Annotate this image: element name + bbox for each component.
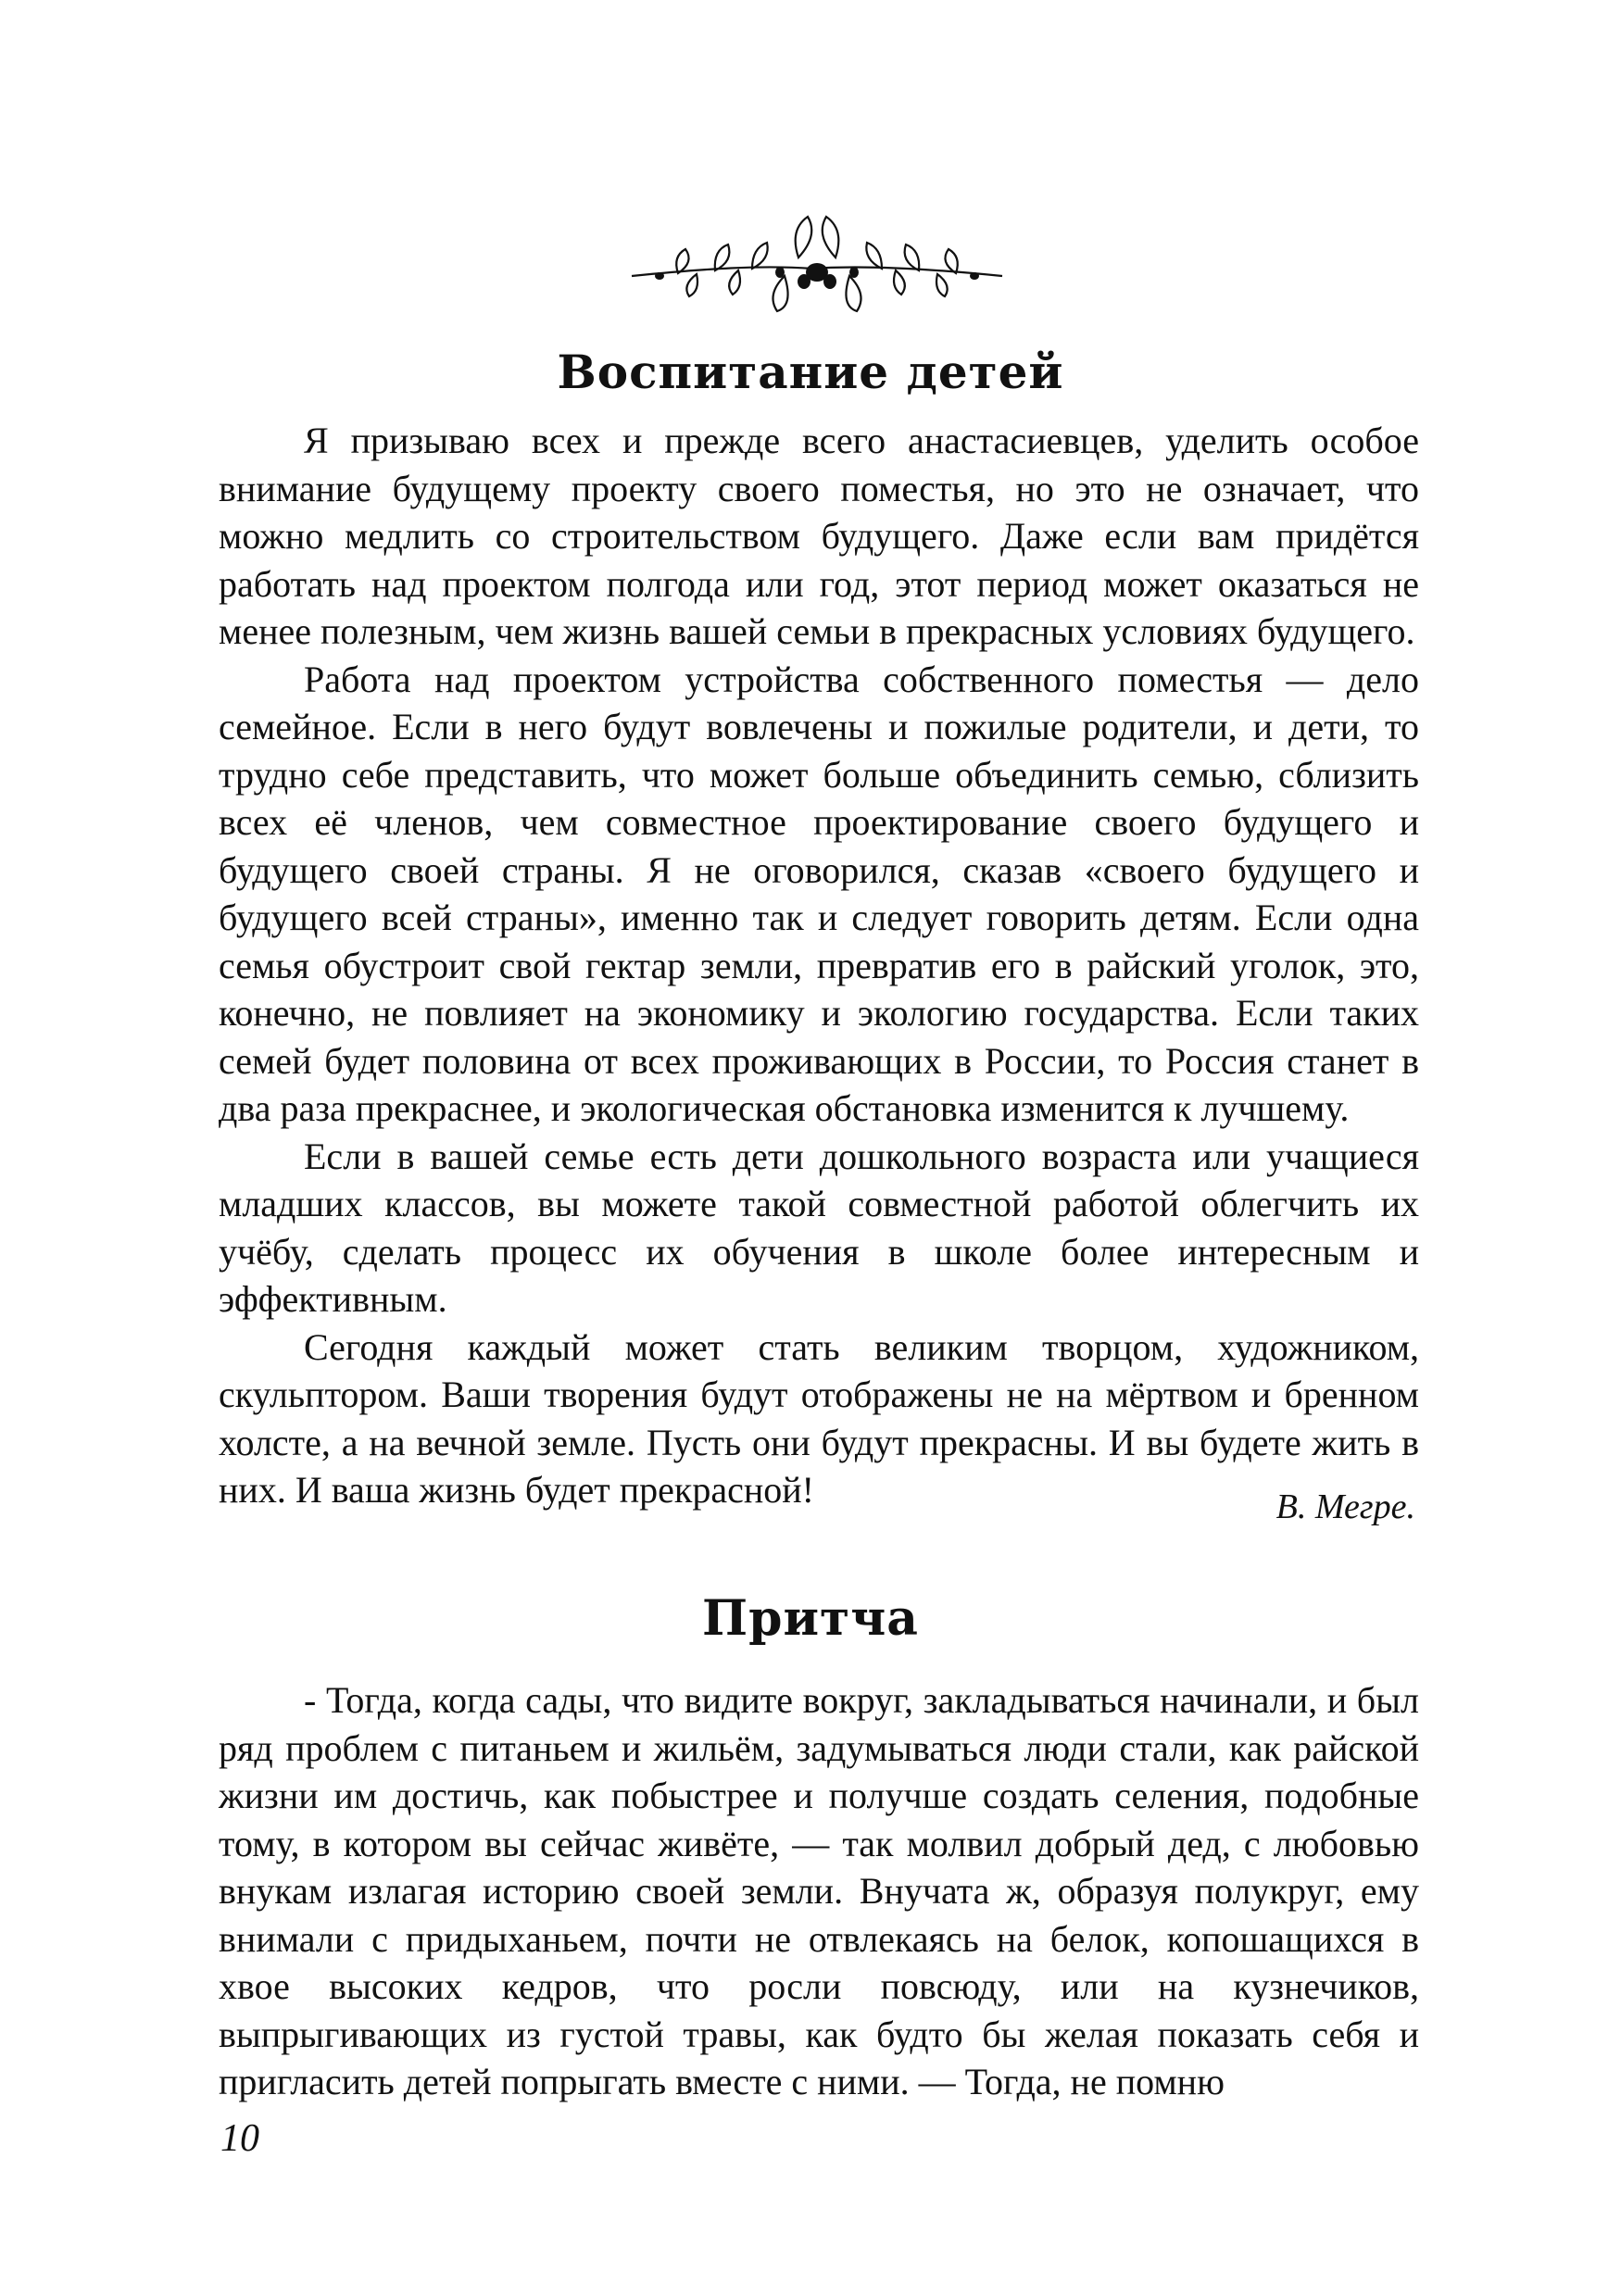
section-title: Притча	[701, 1590, 919, 1647]
paragraph: Я призываю всех и прежде всего анастасиевцев, уделить особое внимание будущему проекту своего поместья, но это не означает, что можно медлить со строительством будущего. Даже если вам придётся работать над проектом полгода или год, этот период может оказаться не менее полезным, чем жизнь вашей семьи в прекрасных условиях будущего.	[219, 420, 1419, 652]
paragraph: Работа над проектом устройства собственного поместья — дело семейное. Если в него будут вовлечены и пожилые родители, и дети, то трудно себе представить, что может больше объединить семью, сблизить всех её членов, чем совместное проектирование своего будущего и будущего своей страны. Я не оговорился, сказав «своего будущего и будущего всей страны», именно так и следует говорить детям. Если одна семья обустроит свой гектар земли, превратив его в райский уголок, это, конечно, не повлияет на экономику и экологию государства. Если таких семей будет половина от всех проживающих в России, то Россия станет в два раза прекраснее, и экологическая обстановка изменится к лучшему.	[219, 658, 1419, 1129]
section-title: Воспитание детей	[557, 345, 1064, 399]
paragraph: - Тогда, когда сады, что видите вокруг, закладываться начинали, и был ряд проблем с питаньем и жильём, задумываться люди стали, как райской жизни им достичь, как побыстрее и получше создать селения, подобные тому, в котором вы сейчас живёте, — так молвил добрый дед, с любовью внукам излагая историю своей земли. Внучата ж, образуя полукруг, ему внимали с придыханьем, почти не отвлекаясь на белок, копошащихся в хвое высоких кедров, что росли повсюду, или на кузнечиков, выпрыгивающих из густой травы, как будто бы желая показать себя и пригласить детей попрыгать вместе с ними. — Тогда, не помню	[219, 1679, 1419, 2102]
page-number: 10	[220, 2117, 259, 2160]
author-signature: В. Мегре.	[1275, 1487, 1415, 1526]
section-body	[219, 1676, 1419, 2106]
paragraph: Если в вашей семье есть дети дошкольного возраста или учащиеся младших классов, вы можете такой совместной работой облегчить их учёбу, сделать процесс их обучения в школе более интересным и эффективным.	[219, 1135, 1419, 1320]
oak-branch-ornament-icon	[622, 211, 1012, 320]
paragraph: Сегодня каждый может стать великим творцом, художником, скульптором. Ваши творения будут отображены не на мёртвом и бренном холсте, а на вечной земле. Пусть они будут прекрасны. И вы будете жить в них. И ваша жизнь будет прекрасной!	[219, 1325, 1419, 1511]
section-body	[219, 417, 1419, 1514]
